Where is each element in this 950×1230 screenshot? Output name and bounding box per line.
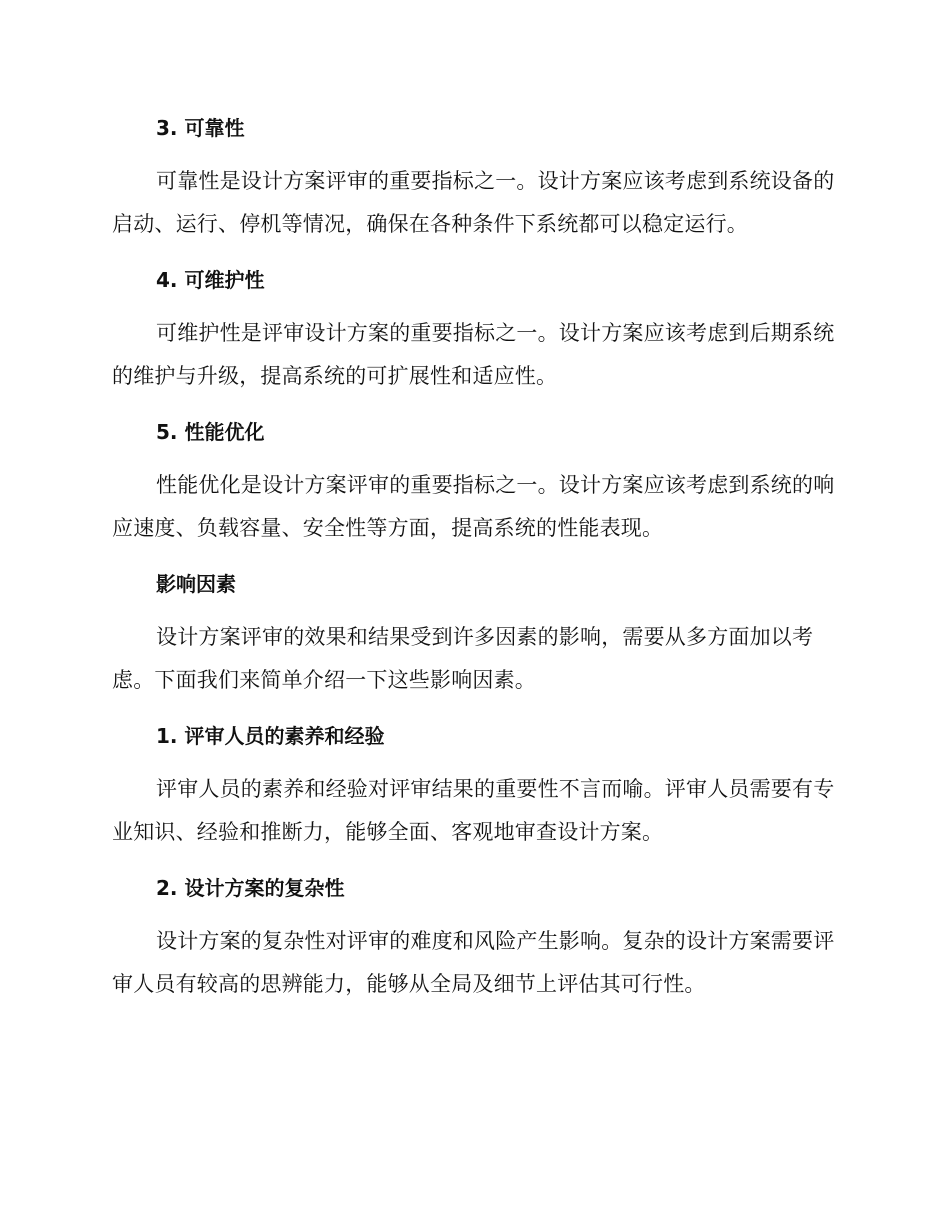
- section-heading-influencing-factors: 影响因素: [156, 572, 236, 596]
- section-paragraph-design-complexity: 设计方案的复杂性对评审的难度和风险产生影响。复杂的设计方案需要评审人员有较高的思辨能力，能够从全局及细节上评估其可行性。: [112, 929, 835, 996]
- section-paragraph-maintainability: 可维护性是评审设计方案的重要指标之一。设计方案应该考虑到后期系统的维护与升级，提高系统的可扩展性和适应性。: [112, 321, 835, 388]
- section-heading-reliability: 3. 可靠性: [156, 116, 245, 140]
- section-paragraph-performance: 性能优化是设计方案评审的重要指标之一。设计方案应该考虑到系统的响应速度、负载容量、安全性等方面，提高系统的性能表现。: [112, 473, 835, 540]
- section-heading-reviewer-qualification: 1. 评审人员的素养和经验: [156, 724, 385, 748]
- section-heading-design-complexity: 2. 设计方案的复杂性: [156, 876, 345, 900]
- section-paragraph-reliability: 可靠性是设计方案评审的重要指标之一。设计方案应该考虑到系统设备的启动、运行、停机等情况，确保在各种条件下系统都可以稳定运行。: [112, 169, 835, 236]
- section-paragraph-reviewer-qualification: 评审人员的素养和经验对评审结果的重要性不言而喻。评审人员需要有专业知识、经验和推断力，能够全面、客观地审查设计方案。: [112, 777, 835, 844]
- section-heading-performance: 5. 性能优化: [156, 420, 265, 444]
- section-paragraph-influencing-factors: 设计方案评审的效果和结果受到许多因素的影响，需要从多方面加以考虑。下面我们来简单介绍一下这些影响因素。: [112, 625, 814, 692]
- section-heading-maintainability: 4. 可维护性: [156, 268, 265, 292]
